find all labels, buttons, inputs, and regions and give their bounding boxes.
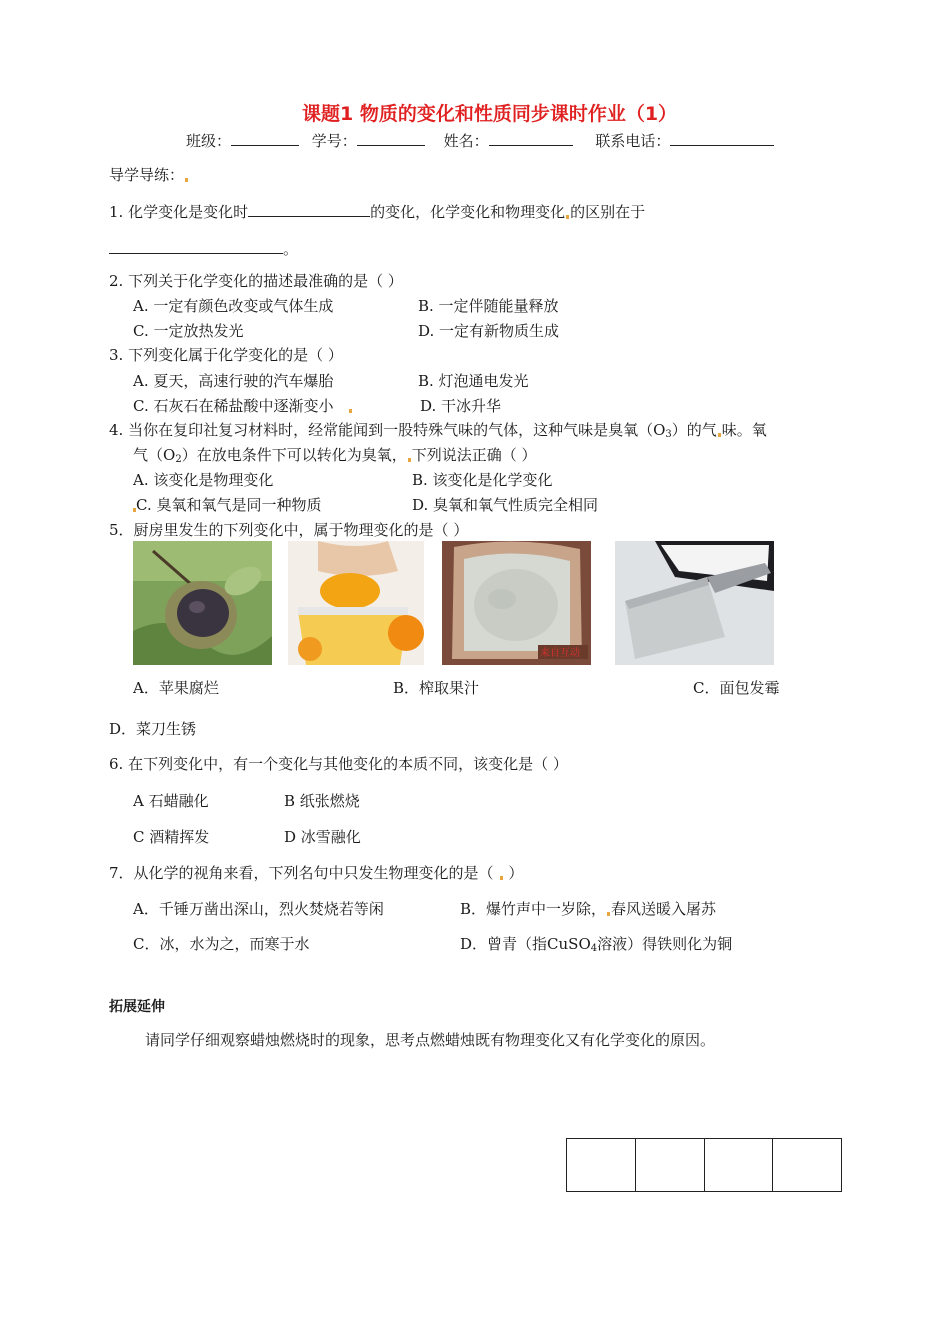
q3-option-b: B. 灯泡通电发光 [418, 372, 529, 390]
question-4-line-2: 气$(O_2)$在放电条件下可以转化为臭氧， 下列说法正确（ ） [133, 446, 537, 465]
q3-option-a: A. 夏天，高速行驶的汽车爆胎 [133, 372, 334, 390]
q5-option-c: C．面包发霉 [693, 679, 780, 697]
q2-option-c: C. 一定放热发光 [133, 322, 244, 340]
q1-blank-1[interactable] [248, 201, 370, 217]
question-1-line-1: 1. 化学变化是变化时 的变化，化学变化和物理变化 的区别在于 [109, 203, 646, 221]
score-cell[interactable] [635, 1139, 704, 1192]
watermark-text: 来自互动 [540, 648, 580, 659]
q7-option-b: B．爆竹声中一岁除， 春风送暖入屠苏 [460, 900, 717, 918]
class-blank[interactable] [231, 130, 299, 146]
q6-option-a: A 石蜡融化 [133, 792, 209, 810]
question-5-stem: 5．厨房里发生的下列变化中，属于物理变化的是（ ） [109, 521, 469, 539]
q1-blank-2[interactable] [109, 238, 283, 254]
score-table [566, 1138, 842, 1192]
phone-blank[interactable] [670, 130, 774, 146]
question-7-stem: 7．从化学的视角来看，下列名句中只发生物理变化的是（ ） [109, 864, 524, 882]
question-2-stem: 2. 下列关于化学变化的描述最准确的是（ ） [109, 272, 403, 290]
q5-option-d: D．菜刀生锈 [109, 720, 197, 738]
score-cell[interactable] [773, 1139, 842, 1192]
mark-dot [500, 876, 503, 880]
mark-dot [408, 458, 411, 462]
kitchen-knife-photo [615, 541, 774, 665]
mark-dot [349, 409, 352, 413]
q2-option-d: D. 一定有新物质生成 [418, 322, 560, 340]
q4-option-d: D. 臭氧和氧气性质完全相同 [412, 496, 599, 514]
q3-option-c: C. 石灰石在稀盐酸中逐渐变小 [133, 397, 353, 415]
score-cell[interactable] [567, 1139, 636, 1192]
question-3-stem: 3. 下列变化属于化学变化的是（ ） [109, 346, 343, 364]
class-label: 班级： [186, 132, 232, 150]
q7-option-a: A．千锤万凿出深山，烈火焚烧若等闲 [133, 900, 384, 918]
question-6-stem: 6. 在下列变化中，有一个变化与其他变化的本质不同，该变化是（ ） [109, 755, 568, 773]
info-line [186, 130, 774, 150]
mark-dot [566, 215, 569, 219]
q7-option-c: C．冰，水为之，而寒于水 [133, 935, 310, 953]
rotten-apple-photo [133, 541, 272, 665]
q2-option-b: B. 一定伴随能量释放 [418, 297, 559, 315]
q5-option-a: A．苹果腐烂 [133, 679, 219, 697]
q7-option-d: D．曾青（指CuSO$_4$溶液）得铁则化为铜 [460, 935, 733, 954]
extension-text: 请同学仔细观察蜡烛燃烧时的现象，思考点燃蜡烛既有物理变化又有化学变化的原因。 [145, 1031, 716, 1049]
name-label: 姓名： [443, 132, 489, 150]
q5-option-b: B．榨取果汁 [393, 679, 480, 697]
q6-option-b: B 纸张燃烧 [284, 792, 360, 810]
student-no-blank[interactable] [357, 130, 425, 146]
name-blank[interactable] [489, 130, 573, 146]
question-1-line-2: 。 [109, 238, 298, 258]
q6-option-d: D 冰雪融化 [284, 828, 361, 846]
extension-heading: 拓展延伸 [109, 999, 165, 1015]
guide-label: 导学导练： [109, 166, 189, 184]
page-title: 课题1 物质的变化和性质同步课时作业（1） [302, 103, 678, 125]
q6-option-c: C 酒精挥发 [133, 828, 210, 846]
mark-dot [185, 178, 188, 182]
student-no-label: 学号： [311, 132, 357, 150]
question-4-line-1: 4. 当你在复印社复习材料时，经常能闻到一股特殊气味的气体，这种气味是臭氧$(O_3)$的气 味。氧 [109, 421, 767, 440]
q4-option-a: A. 该变化是物理变化 [133, 471, 274, 489]
mark-dot [607, 912, 610, 916]
mark-dot [718, 433, 721, 437]
q3-option-d: D. 干冰升华 [420, 397, 502, 415]
juicing-photo [288, 541, 424, 665]
table-row [567, 1139, 842, 1192]
score-cell[interactable] [704, 1139, 773, 1192]
q2-option-a: A. 一定有颜色改变或气体生成 [133, 297, 334, 315]
q4-option-c: C. 臭氧和氧气是同一种物质 [133, 496, 321, 514]
phone-label: 联系电话： [595, 132, 671, 150]
q4-option-b: B. 该变化是化学变化 [412, 471, 553, 489]
moldy-bread-photo [442, 541, 591, 665]
